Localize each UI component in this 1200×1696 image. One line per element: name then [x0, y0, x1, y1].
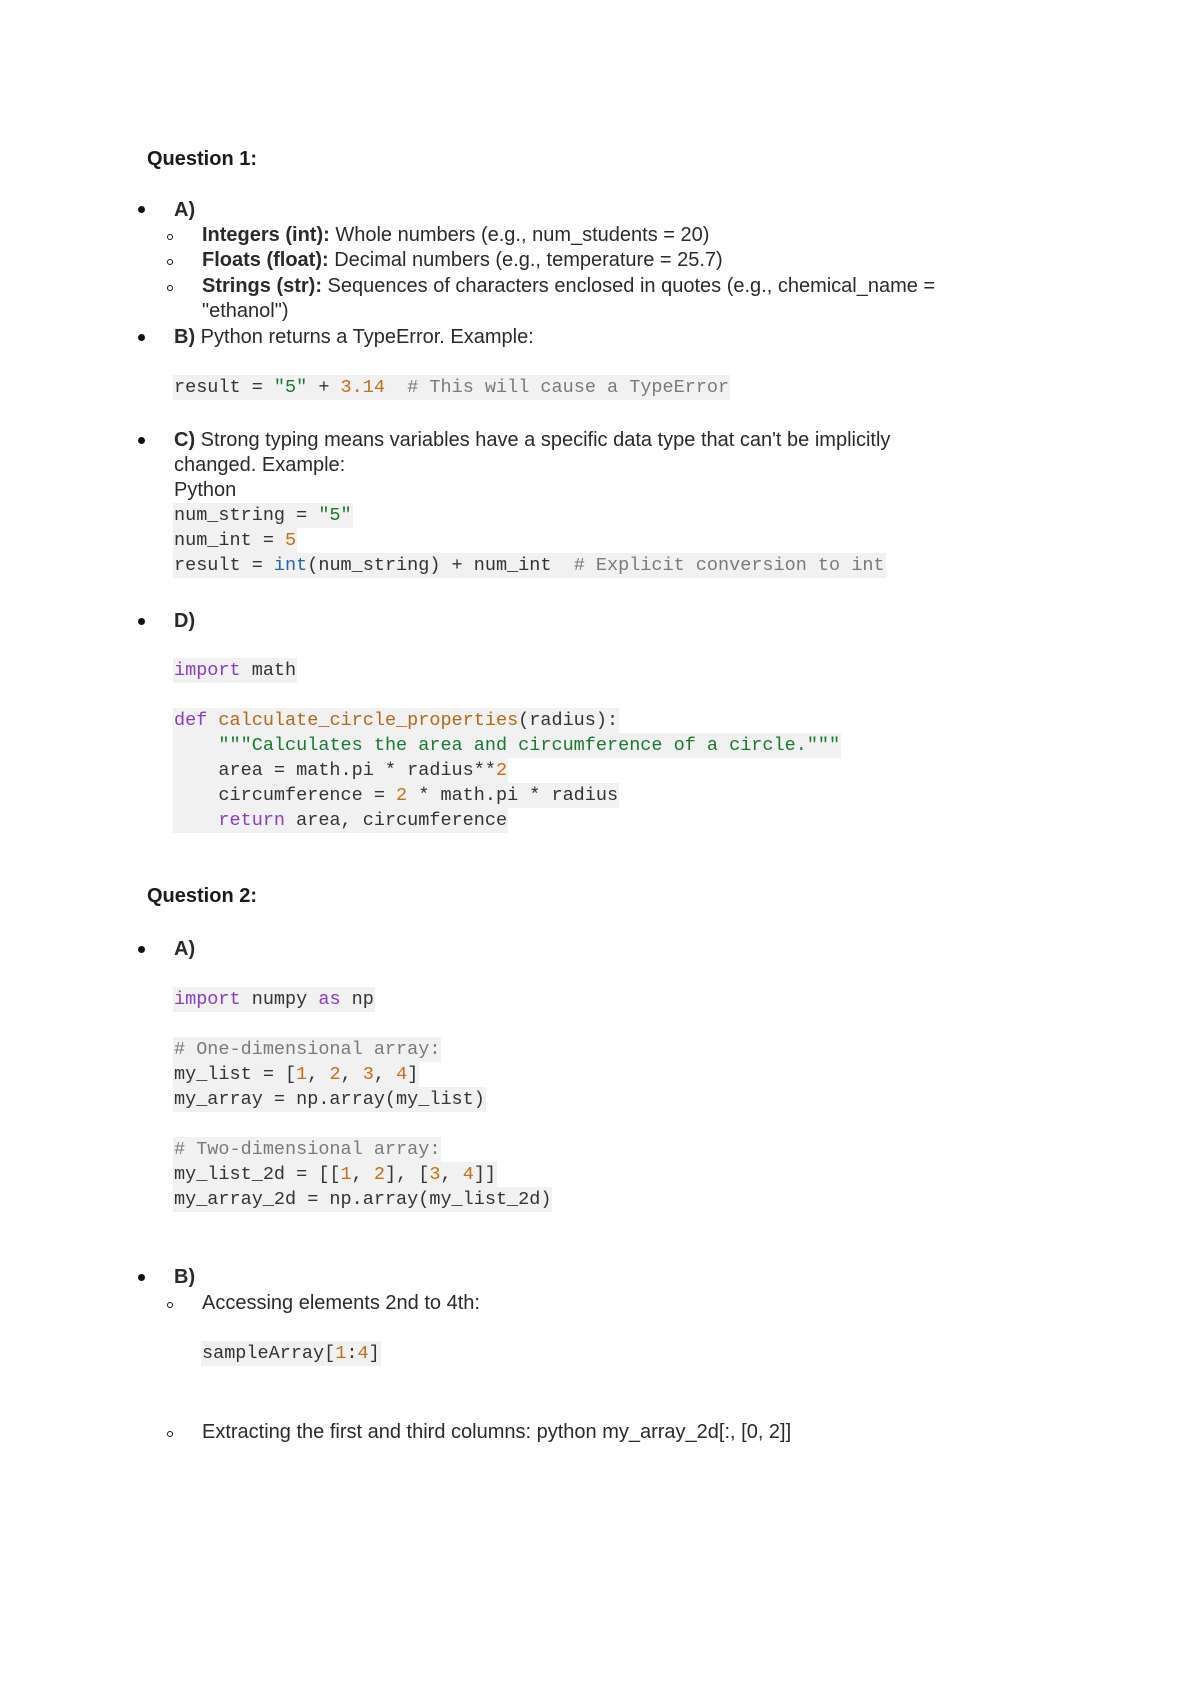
text: Strong typing means variables have a specific data type that can't be implicitly: [195, 429, 891, 451]
q1-c-code-line: num_string = "5": [174, 505, 352, 526]
sub-bullet: [167, 259, 173, 265]
bullet: [138, 946, 145, 953]
q2-a-code-line: my_list = [1, 2, 3, 4]: [174, 1064, 419, 1085]
question-1-heading: Question 1:: [147, 148, 258, 170]
q1-d-code-line: """Calculates the area and circumference of a circle.""": [173, 733, 841, 758]
q2-a-code-line: # One-dimensional array:: [174, 1039, 441, 1060]
q2-a-label: A): [174, 938, 196, 960]
q1-d-code-line: circumference = 2 * math.pi * radius: [174, 785, 619, 806]
q2-a-code-line: my_list_2d = [[1, 2], [3, 4]]: [174, 1164, 497, 1185]
bullet: [138, 1274, 145, 1281]
q1-c-code-line: num_int = 5: [174, 530, 297, 551]
label: C): [174, 429, 196, 451]
sub-bullet: [167, 234, 173, 240]
q2-a-code-line: my_array = np.array(my_list): [174, 1089, 485, 1110]
q1-a-item-str-cont: "ethanol"): [202, 300, 289, 322]
q1-b-text: [174, 325, 534, 350]
term: Integers (int):: [202, 224, 330, 246]
q1-b-code: result = "5" + 3.14 # This will cause a TypeError: [174, 377, 730, 398]
sub-bullet: [167, 1302, 173, 1308]
q1-a-label: A): [174, 199, 196, 221]
desc: Sequences of characters enclosed in quotes (e.g., chemical_name =: [322, 275, 936, 297]
term: Floats (float):: [202, 249, 329, 271]
q1-c-code-line: result = int(num_string) + num_int # Explicit conversion to int: [174, 555, 885, 576]
sub-bullet: [167, 285, 173, 291]
q2-b-item-1: Accessing elements 2nd to 4th:: [202, 1292, 480, 1314]
q1-a-item-float: [202, 248, 723, 273]
q1-d-code-line: import math: [174, 660, 297, 681]
q1-a-item-int: [202, 223, 709, 248]
desc: Decimal numbers (e.g., temperature = 25.7): [328, 249, 723, 271]
desc: Whole numbers (e.g., num_students = 20): [329, 224, 710, 246]
q2-a-code-line: # Two-dimensional array:: [174, 1139, 441, 1160]
q2-b-code: sampleArray[1:4]: [202, 1343, 380, 1364]
q1-a-item-str: [202, 274, 935, 299]
bullet: [138, 334, 145, 341]
bullet: [138, 437, 145, 444]
q2-b-label: B): [174, 1266, 196, 1288]
text: Python returns a TypeError. Example:: [195, 326, 534, 348]
bullet: [138, 618, 145, 625]
q1-d-code-line: area = math.pi * radius**2: [174, 760, 508, 781]
q1-d-code-line: def calculate_circle_properties(radius):: [174, 710, 619, 731]
q1-d-label: D): [174, 610, 196, 632]
q2-a-code-line: import numpy as np: [174, 989, 374, 1010]
sub-bullet: [167, 1431, 173, 1437]
q1-c-text: [174, 428, 890, 453]
question-2-heading: Question 2:: [147, 885, 258, 907]
bullet: [138, 206, 145, 213]
label: B): [174, 326, 196, 348]
q1-d-code-line: return area, circumference: [173, 808, 508, 833]
q2-a-code-line: my_array_2d = np.array(my_list_2d): [174, 1189, 552, 1210]
q1-c-lang-label: Python: [174, 479, 237, 501]
q1-c-text-cont: changed. Example:: [174, 454, 346, 476]
term: Strings (str):: [202, 275, 322, 297]
q2-b-item-2: Extracting the first and third columns: python my_array_2d[:, [0, 2]]: [202, 1421, 792, 1443]
